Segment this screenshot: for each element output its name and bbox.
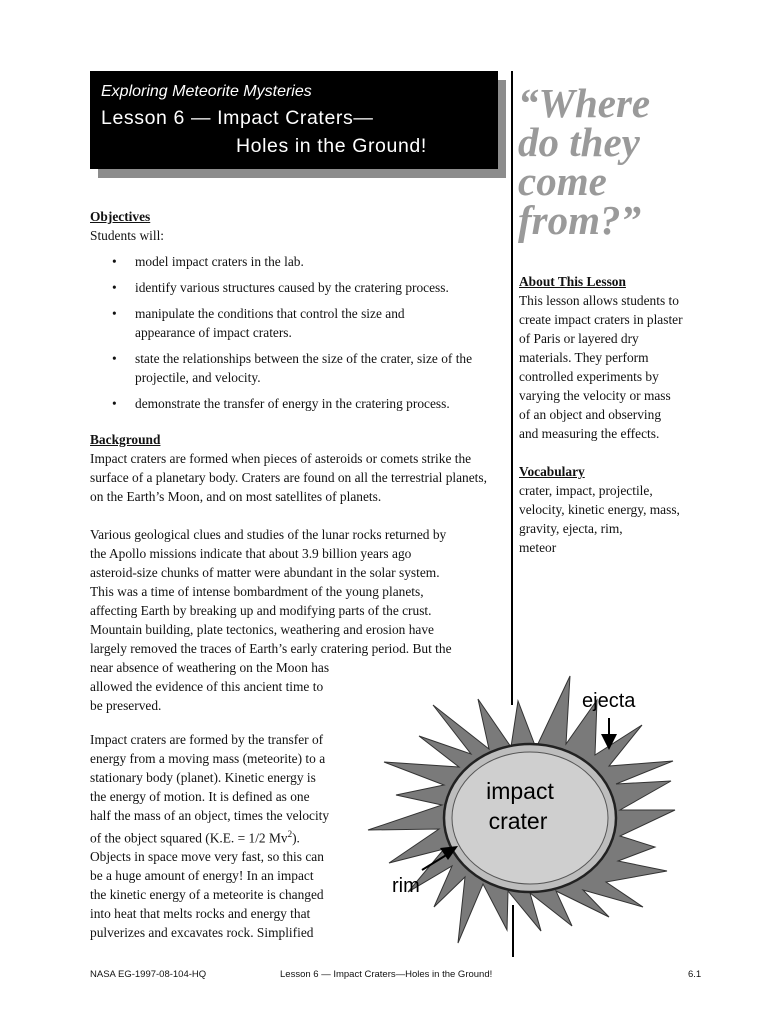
text-line: and measuring the effects. [519, 426, 660, 441]
text-line: controlled experiments by [519, 369, 659, 384]
list-item: • manipulate the conditions that control the size and appearance of impact craters. [112, 304, 465, 342]
column-divider [511, 71, 513, 705]
text-line: velocity, kinetic energy, mass, [519, 502, 680, 517]
list-item: • identify various structures caused by the cratering process. [112, 278, 502, 297]
objectives-section [90, 207, 500, 245]
text-line: Impact craters are formed by the transfer of [90, 732, 324, 747]
text-line: materials. They perform [519, 350, 649, 365]
series-title: Exploring Meteorite Mysteries [101, 83, 312, 100]
crater-label: crater [488, 808, 548, 834]
background-heading: Background [90, 432, 161, 447]
list-item: • state the relationships between the size of the crater, size of the projectile, and velocity. [112, 349, 502, 387]
background-paragraph-1: Impact craters are formed when pieces of asteroids or comets strike the surface of a planetary body. Craters are found on all the terrestrial planets, on the Earth’s Moon, and on most satellites of planets. [90, 451, 487, 504]
text-line: affecting Earth by breaking up and modifying parts of the crust. [90, 603, 432, 618]
text-line: of an object and observing [519, 407, 662, 422]
text-line: be preserved. [90, 698, 162, 713]
quote-line: do they [518, 119, 640, 165]
text-line: the energy of motion. It is defined as one [90, 789, 310, 804]
text-line: create impact craters in plaster [519, 312, 683, 327]
text-line: largely removed the traces of Earth’s early cratering period. But the [90, 641, 452, 656]
text-line: energy from a moving mass (meteorite) to a [90, 751, 326, 766]
rim-label: rim [392, 875, 420, 897]
text-line: allowed the evidence of this ancient time to [90, 679, 324, 694]
objectives-list [112, 252, 502, 420]
footer-center: Lesson 6 — Impact Craters—Holes in the Ground! [280, 969, 493, 980]
vocabulary-section [519, 462, 709, 557]
lesson-title-line-2: Holes in the Ground! [236, 135, 427, 157]
lesson-header [90, 71, 498, 169]
text-line: of Paris or layered dry [519, 331, 639, 346]
text-line: the Apollo missions indicate that about 3.9 billion years ago [90, 546, 412, 561]
text-line: of the object squared (K.E. = 1/2 Mv [90, 830, 288, 846]
text-line: Various geological clues and studies of the lunar rocks returned by [90, 527, 447, 542]
text-line: half the mass of an object, times the velocity [90, 808, 330, 823]
list-item: • model impact craters in the lab. [112, 252, 502, 271]
about-heading: About This Lesson [519, 274, 626, 289]
text-line: Objects in space move very fast, so this can [90, 849, 324, 865]
background-section [90, 430, 500, 506]
formula-end: ). [292, 830, 300, 846]
quote-line: from?” [518, 197, 641, 243]
quote-line: “Where [518, 80, 651, 126]
objectives-intro: Students will: [90, 228, 165, 243]
page-number: 6.1 [688, 969, 702, 980]
vocabulary-heading: Vocabulary [519, 464, 585, 479]
formula-line [90, 825, 390, 847]
about-section [519, 272, 709, 443]
footer-left: NASA EG-1997-08-104-HQ [90, 969, 207, 980]
text-line: crater, impact, projectile, [519, 483, 653, 498]
text-line: be a huge amount of energy! In an impact [90, 868, 314, 884]
text-line: stationary body (planet). Kinetic energy is [90, 770, 316, 785]
background-paragraph-3 [90, 730, 390, 942]
text-line: pulverizes and excavates rock. Simplified [90, 925, 314, 941]
text-line: the kinetic energy of a meteorite is changed [90, 887, 324, 903]
text-line: This was a time of intense bombardment of the young planets, [90, 584, 424, 599]
text-line: into heat that melts rocks and energy that [90, 906, 311, 922]
text-line: near absence of weathering on the Moon has [90, 660, 330, 675]
text-line: varying the velocity or mass [519, 388, 671, 403]
objectives-heading: Objectives [90, 209, 151, 224]
text-line: Mountain building, plate tectonics, weathering and erosion have [90, 622, 434, 637]
formula-exponent: 2 [287, 829, 293, 839]
text-line: meteor [519, 540, 557, 555]
text-line: asteroid-size chunks of matter were abundant in the solar system. [90, 565, 440, 580]
text-line: gravity, ejecta, rim, [519, 521, 623, 536]
text-line: This lesson allows students to [519, 293, 679, 308]
crater-label: impact [486, 778, 554, 804]
lesson-title-line-1: Lesson 6 — Impact Craters— [101, 107, 374, 129]
quote-line: come [518, 158, 607, 204]
ejecta-label: ejecta [582, 690, 636, 712]
list-item: • demonstrate the transfer of energy in the cratering process. [112, 394, 502, 413]
pull-quote [518, 80, 748, 243]
impact-crater-diagram [360, 660, 760, 960]
